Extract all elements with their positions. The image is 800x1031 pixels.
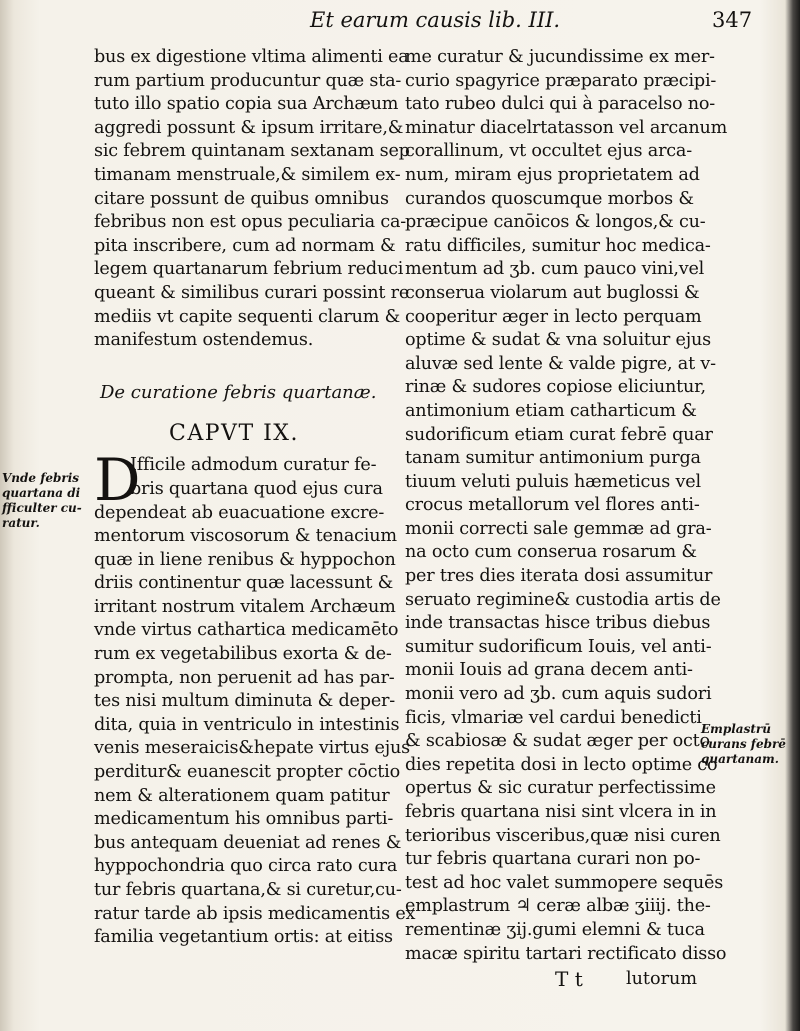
text-line: febris quartana nisi sint vlcera in in [405, 802, 717, 822]
text-line: bus ex digestione vltima alimenti ea [94, 47, 409, 67]
text-line: inde transactas hisce tribus diebus [405, 613, 711, 634]
text-line: ratu difficiles, sumitur hoc medica- [405, 235, 711, 256]
text-line: familia vegetantium ortis: at eitiss [94, 927, 393, 948]
text-line: rinæ & sudores copiose eliciuntur, [405, 377, 706, 398]
left-top-text [94, 46, 410, 353]
chapter-title: CAPVT IX. [169, 421, 299, 447]
text-line: dita, quia in ventriculo in intestinis [94, 714, 400, 735]
text-line: tato rubeo dulci qui à paracelso no- [405, 94, 716, 115]
margin-note-line: Emplastrū [701, 722, 771, 736]
text-line: corallinum, vt occultet ejus arca- [405, 141, 692, 162]
text-line: curio spagyrice præparato præcipi- [405, 70, 717, 91]
text-line: ficis, vlmariæ vel cardui benedicti [405, 707, 702, 728]
margin-note-line: quartanam. [701, 752, 779, 766]
text-line: num, miram ejus proprietatem ad [405, 164, 700, 185]
page-header [0, 4, 800, 38]
text-line: antimonium etiam catharticum & [405, 400, 697, 421]
text-line: tes nisi multum diminuta & deper- [94, 691, 395, 712]
text-line: aggredi possunt & ipsum irritare,& [94, 117, 404, 138]
text-line: tiuum veluti puluis hæmeticus vel [405, 471, 701, 492]
text-line: manifestum ostendemus. [94, 330, 314, 351]
text-line: febribus non est opus peculiaria ca- [94, 212, 407, 233]
text-line: test ad hoc valet summopere sequēs [405, 872, 724, 893]
page-footer [405, 966, 697, 992]
text-line: ratur tarde ab ipsis medicamentis ex [94, 903, 416, 924]
text-line: hyppochondria quo circa rato cura [94, 856, 398, 877]
text-line: tur febris quartana curari non po- [405, 849, 701, 870]
text-line: terioribus visceribus,quæ nisi curen [405, 825, 721, 846]
text-line: vnde virtus cathartica medicamēto [94, 620, 399, 641]
text-line: curandos quoscumque morbos & [405, 188, 694, 209]
text-line: mentum ad ʒb. cum pauco vini,vel [405, 259, 705, 280]
text-line: dependeat ab euacuatione excre- [94, 502, 385, 523]
text-line: per tres dies iterata dosi assumitur [405, 566, 713, 587]
margin-note-line: quartana di [2, 486, 81, 500]
left-body-text [94, 502, 416, 950]
text-line: nem & alterationem quam patitur [94, 785, 390, 806]
text-line: tur febris quartana,& si curetur,cu- [94, 880, 402, 900]
text-line: aluvæ sed lente & valde pigre, at v- [405, 353, 716, 374]
text-line: sumitur sudorificum Iouis, vel anti- [405, 636, 712, 657]
text-line: monii correcti sale gemmæ ad gra- [405, 518, 712, 539]
section-heading: De curatione febris quartanæ. [100, 382, 377, 404]
text-line: me curatur & jucundissime ex mer- [405, 47, 715, 67]
text-line: opertus & sic curatur perfectissime [405, 778, 716, 799]
text-line: monii Iouis ad grana decem anti- [405, 660, 693, 681]
margin-note-line: Vnde febris [2, 471, 80, 485]
margin-note-line: fficulter cu- [2, 501, 82, 515]
running-title: Et earum causis lib. III. [310, 8, 561, 32]
text-line: na octo cum conserua rosarum & [405, 542, 697, 563]
text-line: seruato regimine& custodia artis de [405, 589, 721, 610]
text-line: tanam sumitur antimonium purga [405, 448, 701, 469]
text-line: bris quartana quod ejus cura [130, 478, 383, 499]
text-line: emplastrum ♃ ceræ albæ ʒiiij. the- [405, 896, 711, 917]
text-line: mediis vt capite sequenti clarum & [94, 306, 401, 327]
text-line: macæ spiritu tartari rectificato disso [405, 943, 727, 964]
text-line: cooperitur æger in lecto perquam [405, 306, 702, 327]
margin-note-line: ratur. [2, 516, 40, 530]
text-line: perditur& euanescit propter cōctio [94, 762, 400, 783]
signature-mark: T t [555, 967, 583, 992]
text-line: & scabiosæ & sudat æger per octo [405, 731, 710, 752]
text-line: sic febrem quintanam sextanam sep [94, 141, 410, 162]
text-line: rum partium producuntur quæ sta- [94, 70, 402, 91]
text-line: driis continentur quæ lacessunt & [94, 573, 394, 594]
text-line: mentorum viscosorum & tenacium [94, 526, 397, 547]
text-line: sudorificum etiam curat febrē quar [405, 424, 713, 445]
text-line: præcipue canōicos & longos,& cu- [405, 212, 706, 233]
margin-note-right [701, 722, 786, 767]
text-line: bus antequam deueniat ad renes & [94, 832, 402, 853]
text-line: timanam menstruale,& similem ex- [94, 164, 401, 185]
text-line: prompta, non peruenit ad has par- [94, 667, 395, 688]
text-line: monii vero ad ʒb. cum aquis sudori [405, 684, 712, 705]
right-column [405, 46, 728, 992]
text-line: pita inscribere, cum ad normam & [94, 235, 396, 256]
catchword: lutorum [625, 969, 697, 990]
text-line: rum ex vegetabilibus exorta & de- [94, 644, 392, 665]
text-line: legem quartanarum febrium reduci [94, 259, 404, 280]
text-line: medicamentum his omnibus parti- [94, 809, 394, 830]
text-line: Ifficile admodum curatur fe- [130, 455, 377, 476]
text-line: venis meseraicis&hepate virtus ejus [94, 738, 410, 759]
page-number: 347 [712, 8, 753, 32]
text-line: tuto illo spatio copia sua Archæum [94, 94, 399, 115]
text-line: conserua violarum aut buglossi & [405, 282, 700, 303]
text-line: crocus metallorum vel flores anti- [405, 495, 700, 516]
text-line: queant & similibus curari possint re [94, 282, 410, 303]
text-line: optime & sudat & vna soluitur ejus [405, 330, 711, 351]
text-line: dies repetita dosi in lecto optime co [405, 754, 718, 775]
drop-cap: D [94, 446, 141, 515]
text-line: irritant nostrum vitalem Archæum [94, 596, 396, 617]
text-line: citare possunt de quibus omnibus [94, 188, 389, 209]
text-line: quæ in liene renibus & hyppochon [94, 549, 396, 570]
text-line: rementinæ ʒij.gumi elemni & tuca [405, 919, 705, 940]
right-body-text [405, 46, 728, 966]
margin-note-left [2, 471, 82, 531]
margin-note-line: curans febrē [701, 737, 786, 751]
left-column [94, 46, 416, 950]
text-line: minatur diacelrtatasson vel arcanum [405, 117, 728, 138]
